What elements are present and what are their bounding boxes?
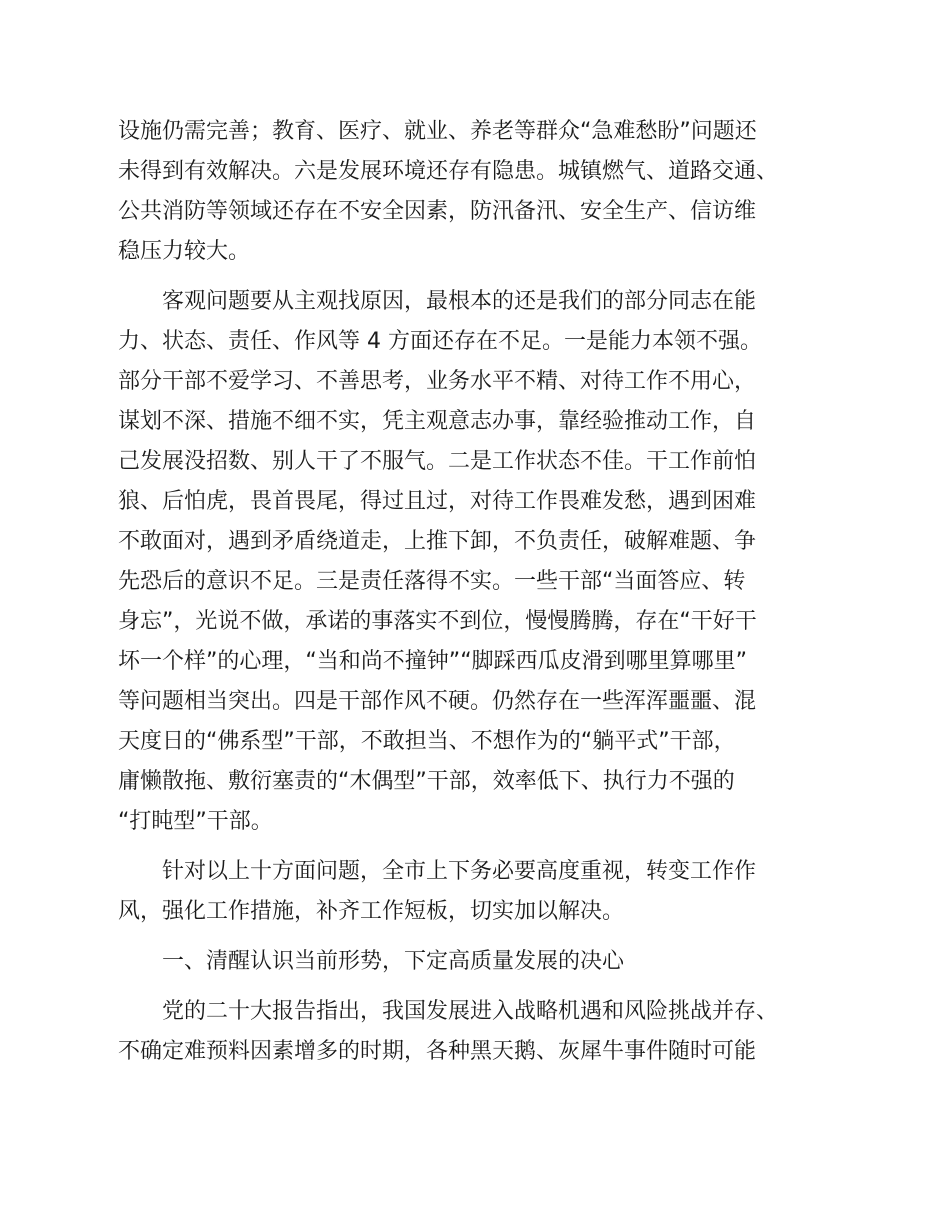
paragraph-congress-report xyxy=(118,992,846,1072)
text-line: 部分干部不爱学习、不善思考，业务水平不精、对待工作不用心， xyxy=(118,369,757,394)
text-line: 未得到有效解决。六是发展环境还存有隐患。城镇燃气、道路交通、 xyxy=(118,159,779,184)
text-line: 力、状态、责任、作风等 4 方面还存在不足。一是能力本领不强。 xyxy=(118,329,762,354)
text-line: 党的二十大报告指出，我国发展进入战略机遇和风险挑战并存、 xyxy=(162,999,779,1024)
text-line: 天度日的“佛系型”干部，不敢担当、不想作为的“躺平式”干部， xyxy=(118,729,736,754)
paragraph-development-environment xyxy=(118,112,846,272)
text-line: 风，强化工作措施，补齐工作短板，切实加以解决。 xyxy=(118,899,625,924)
text-line: 不确定难预料因素增多的时期，各种黑天鹅、灰犀牛事件随时可能 xyxy=(118,1039,757,1064)
text-line: 先恐后的意识不足。三是责任落得不实。一些干部“当面答应、转 xyxy=(118,569,746,594)
text-line: 客观问题要从主观找原因，最根本的还是我们的部分同志在能 xyxy=(162,289,757,314)
text-line: 身忘”，光说不做，承诺的事落实不到位，慢慢腾腾，存在“干好干 xyxy=(118,609,757,634)
text-line: 公共消防等领域还存在不安全因素，防汛备汛、安全生产、信访维 xyxy=(118,199,757,224)
paragraph-subjective-causes xyxy=(118,282,846,842)
heading-line: 一、清醒认识当前形势，下定高质量发展的决心 xyxy=(162,949,625,974)
document-body xyxy=(118,112,846,1072)
text-line: “打盹型”干部。 xyxy=(118,809,273,834)
text-line: 狼、后怕虎，畏首畏尾，得过且过，对待工作畏难发愁，遇到困难 xyxy=(118,489,757,514)
text-line: 不敢面对，遇到矛盾绕道走，上推下卸，不负责任，破解难题、争 xyxy=(118,529,757,554)
text-line: 等问题相当突出。四是干部作风不硬。仍然存在一些浑浑噩噩、混 xyxy=(118,689,757,714)
text-line: 针对以上十方面问题，全市上下务必要高度重视，转变工作作 xyxy=(162,859,757,884)
text-line: 稳压力较大。 xyxy=(118,239,251,264)
text-line: 设施仍需完善；教育、医疗、就业、养老等群众“急难愁盼”问题还 xyxy=(118,119,757,144)
text-line: 谋划不深、措施不细不实，凭主观意志办事，靠经验推动工作，自 xyxy=(118,409,757,434)
paragraph-action-requirement xyxy=(118,852,846,932)
text-line: 坏一个样”的心理，“当和尚不撞钟”“脚踩西瓜皮滑到哪里算哪里” xyxy=(118,649,747,674)
text-line: 庸懒散拖、敷衍塞责的“木偶型”干部，效率低下、执行力不强的 xyxy=(118,769,735,794)
text-line: 己发展没招数、别人干了不服气。二是工作状态不佳。干工作前怕 xyxy=(118,449,757,474)
section-heading xyxy=(118,942,846,982)
